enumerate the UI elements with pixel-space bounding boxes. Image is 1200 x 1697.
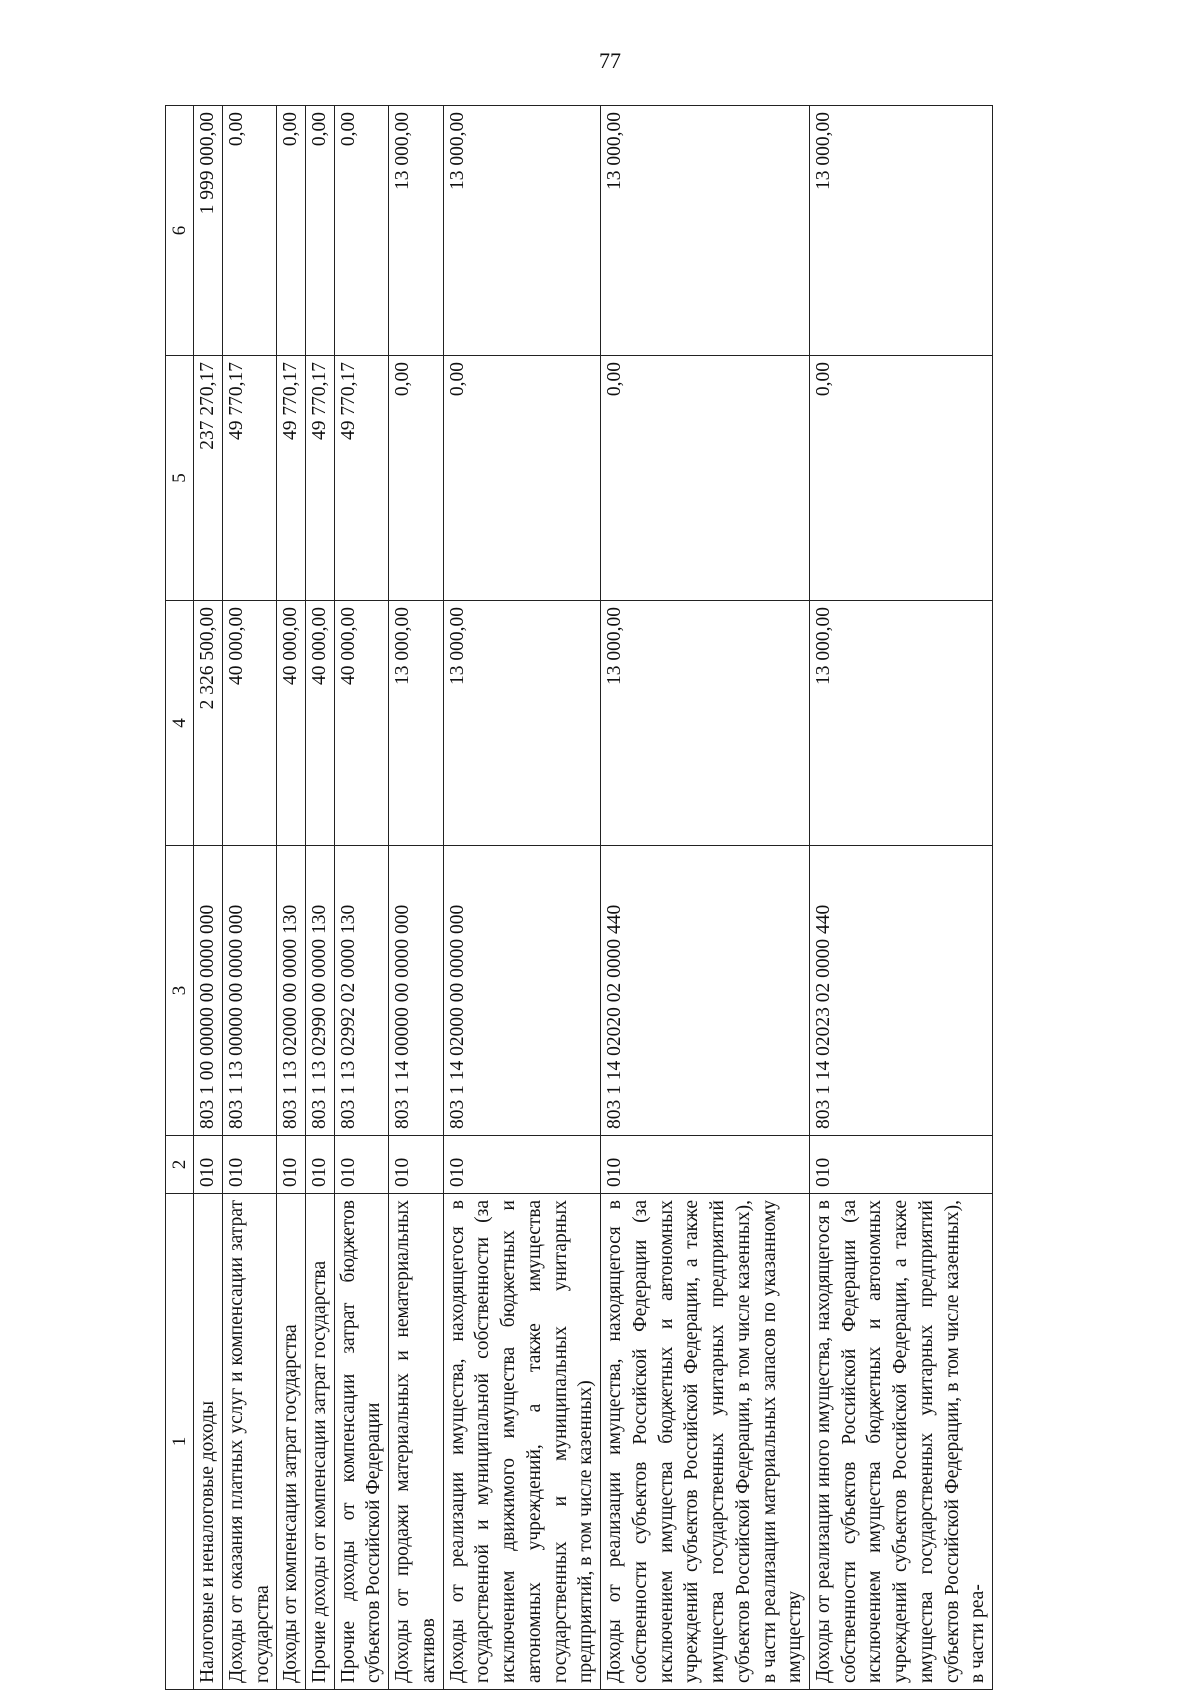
row-col6: 13 000,00: [443, 106, 600, 356]
row-budget-code: 803 1 13 02000 00 0000 130: [277, 846, 306, 1136]
row-col6: 0,00: [306, 106, 335, 356]
row-col6: 13 000,00: [389, 106, 443, 356]
header-row: [166, 106, 194, 1690]
table-row: [222, 106, 276, 1690]
row-line-code: 010: [334, 1136, 388, 1194]
row-budget-code: 803 1 14 02023 02 0000 440: [809, 846, 992, 1136]
row-budget-code: 803 1 14 02020 02 0000 440: [601, 846, 810, 1136]
header-cell: 6: [166, 106, 194, 356]
row-budget-code: 803 1 13 00000 00 0000 000: [222, 846, 276, 1136]
header-cell: 1: [166, 1194, 194, 1690]
row-col4: 40 000,00: [306, 601, 335, 846]
row-col4: 40 000,00: [334, 601, 388, 846]
row-col4: 13 000,00: [809, 601, 992, 846]
row-col6: 13 000,00: [809, 106, 992, 356]
row-col5: 0,00: [443, 356, 600, 601]
row-budget-code: 803 1 14 00000 00 0000 000: [389, 846, 443, 1136]
row-name: Налоговые и неналоговые доходы: [194, 1194, 223, 1690]
row-name: Доходы от реализации имущества, находящегося в собственности субъектов Российской Федерации (за исключением имущества бюджетных и автономных учреждений субъектов Российской Федерации, а также имущества государственных унитарных предприятий субъектов Российской Федерации, в том числе казенных), в части реализации материальных запасов по указанному имуществу: [601, 1194, 810, 1690]
row-col4: 13 000,00: [443, 601, 600, 846]
row-col5: 49 770,17: [306, 356, 335, 601]
table-row: [334, 106, 388, 1690]
table-row: [809, 106, 992, 1690]
row-col4: 2 326 500,00: [194, 601, 223, 846]
row-name: Доходы от продажи материальных и нематериальных активов: [389, 1194, 443, 1690]
revenue-table-container: [165, 106, 1045, 1690]
row-name: Доходы от оказания платных услуг и компенсации затрат государства: [222, 1194, 276, 1690]
row-budget-code: 803 1 00 00000 00 0000 000: [194, 846, 223, 1136]
row-col5: 49 770,17: [222, 356, 276, 601]
row-col6: 1 999 000,00: [194, 106, 223, 356]
header-cell: 3: [166, 846, 194, 1136]
row-col6: 13 000,00: [601, 106, 810, 356]
table-row: [194, 106, 223, 1690]
table-row: [277, 106, 306, 1690]
table-row: [389, 106, 443, 1690]
row-budget-code: 803 1 14 02000 00 0000 000: [443, 846, 600, 1136]
row-col5: 0,00: [389, 356, 443, 601]
row-line-code: 010: [306, 1136, 335, 1194]
row-col6: 0,00: [277, 106, 306, 356]
row-col6: 0,00: [334, 106, 388, 356]
row-col4: 40 000,00: [277, 601, 306, 846]
row-line-code: 010: [601, 1136, 810, 1194]
page-number: 77: [599, 48, 621, 73]
row-col5: 237 270,17: [194, 356, 223, 601]
row-col4: 40 000,00: [222, 601, 276, 846]
table-row: [306, 106, 335, 1690]
row-line-code: 010: [443, 1136, 600, 1194]
table-row: [601, 106, 810, 1690]
row-name: Доходы от реализации имущества, находящегося в государственной и муниципальной собственности (за исключением движимого имущества бюджетных и автономных учреждений, а также имущества государственных и муниципальных унитарных предприятий, в том числе казенных): [443, 1194, 600, 1690]
row-name: Прочие доходы от компенсации затрат бюджетов субъектов Российской Федерации: [334, 1194, 388, 1690]
row-line-code: 010: [389, 1136, 443, 1194]
header-cell: 4: [166, 601, 194, 846]
row-col5: 49 770,17: [277, 356, 306, 601]
header-cell: 5: [166, 356, 194, 601]
row-line-code: 010: [809, 1136, 992, 1194]
header-cell: 2: [166, 1136, 194, 1194]
table-row: [443, 106, 600, 1690]
row-line-code: 010: [222, 1136, 276, 1194]
row-col4: 13 000,00: [389, 601, 443, 846]
row-col5: 49 770,17: [334, 356, 388, 601]
row-col4: 13 000,00: [601, 601, 810, 846]
row-line-code: 010: [194, 1136, 223, 1194]
row-name: Прочие доходы от компенсации затрат государства: [306, 1194, 335, 1690]
row-name: Доходы от компенсации затрат государства: [277, 1194, 306, 1690]
row-col5: 0,00: [809, 356, 992, 601]
row-line-code: 010: [277, 1136, 306, 1194]
revenue-table: [165, 105, 993, 1690]
row-budget-code: 803 1 13 02992 02 0000 130: [334, 846, 388, 1136]
row-budget-code: 803 1 13 02990 00 0000 130: [306, 846, 335, 1136]
row-col6: 0,00: [222, 106, 276, 356]
row-col5: 0,00: [601, 356, 810, 601]
row-name: Доходы от реализации иного имущества, находящегося в собственности субъектов Российской Федерации (за исключением имущества бюджетных и автономных учреждений субъектов Российской Федерации, а также имущества государственных унитарных предприятий субъектов Российской Федерации, в том числе казенных), в части реа-: [809, 1194, 992, 1690]
